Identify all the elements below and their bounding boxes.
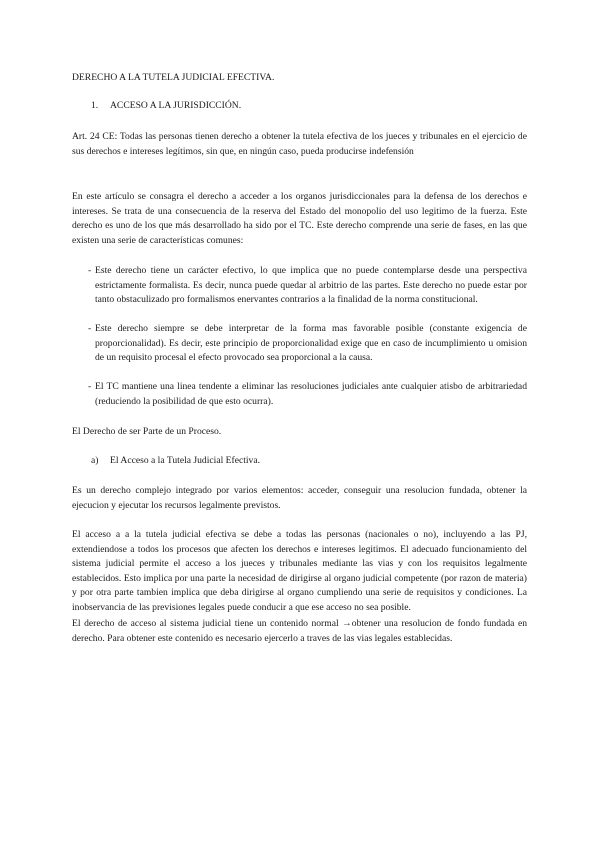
list-bullet: -: [88, 265, 92, 276]
paragraph-intro: En este artículo se consagra el derecho a acceder a los organos jurisdiccionales para la defensa de los derechos e intereses. Se trata de una consecuencia de la reserva del Estado del monopolio del uso legitimo de la fuerza. Este derecho es uno de los que más desarrollado ha sido por el TC. Este derecho comprende una serie de fases, en las que existen una serie de características comunes:: [72, 191, 527, 246]
subsection-a-title: El Acceso a la Tutela Judicial Efectiva.: [110, 455, 260, 466]
list-item: [88, 264, 527, 308]
article-paragraph: Art. 24 CE: Todas las personas tienen derecho a obtener la tutela efectiva de los jueces y tribunales en el ejercicio de sus derechos e intereses legítimos, sin que, en ningún caso, pueda producirse indefensión: [72, 131, 527, 157]
list-item-text: El TC mantiene una linea tendente a eliminar las resoluciones judiciales ante cualquier atisbo de arbitrariedad (reduciendo la posibilidad de que esto ocurra).: [95, 381, 527, 407]
subsection-a-marker: a): [91, 455, 99, 466]
section-1-title: ACCESO A LA JURISDICCIÓN.: [110, 100, 242, 111]
list-item: [88, 380, 527, 409]
list-bullet: -: [88, 381, 92, 392]
list-item: [88, 322, 527, 366]
list-item-text: Este derecho tiene un carácter efectivo, lo que implica que no puede contemplarse desde una perspectiva estrictamente formalista. Es decir, nunca puede quedar al arbitrio de las partes. Este derecho no puede estar por tanto obstaculizado pro formalismos enervantes contrarios a la finalidad de la norma constitucional.: [95, 265, 527, 306]
list-bullet: -: [88, 323, 92, 334]
list-item-text: Este derecho siempre se debe interpretar de la forma mas favorable posible (constante exigencia de proporcionalidad). Es decir, este principio de proporcionalidad exige que en caso de incumplimiento u omision de un requisito procesal el efecto provocado sea proporcional a la causa.: [95, 323, 527, 364]
paragraph-access: El acceso a a la tutela judicial efectiva se debe a todas las personas (nacionales o no), incluyendo a las PJ, extendiendose a todos los procesos que afecten los derechos e intereses legitimos. El adecuado funcionamiento del sistema judicial permite el acceso a los jueces y tribunales mediante las vias y con los requisitos legalmente establecidos. Esto implica por una parte la necesidad de dirigirse al organo judicial competente (por razon de materia) y por otra parte tambien implica que deba dirigirse al organo cumpliendo una serie de requisitos y condiciones. La inobservancia de las previsiones legales puede conducir a que ese acceso no sea posible.: [72, 529, 527, 613]
section-1-number: 1.: [91, 100, 99, 111]
section-2-title: El Derecho de ser Parte de un Proceso.: [72, 426, 222, 437]
document-title: DERECHO A LA TUTELA JUDICIAL EFECTIVA.: [72, 72, 275, 83]
paragraph-complex-right: Es un derecho complejo integrado por varios elementos: acceder, conseguir una resolucion fundada, obtener la ejecucion y ejecutar los recursos legalmente previstos.: [72, 485, 527, 511]
paragraph-content: El derecho de acceso al sistema judicial tiene un contenido normal →obtener una resolucion de fondo fundada en derecho. Para obtener este contenido es necesario ejercerlo a traves de las vias legales establecidas.: [72, 618, 527, 644]
